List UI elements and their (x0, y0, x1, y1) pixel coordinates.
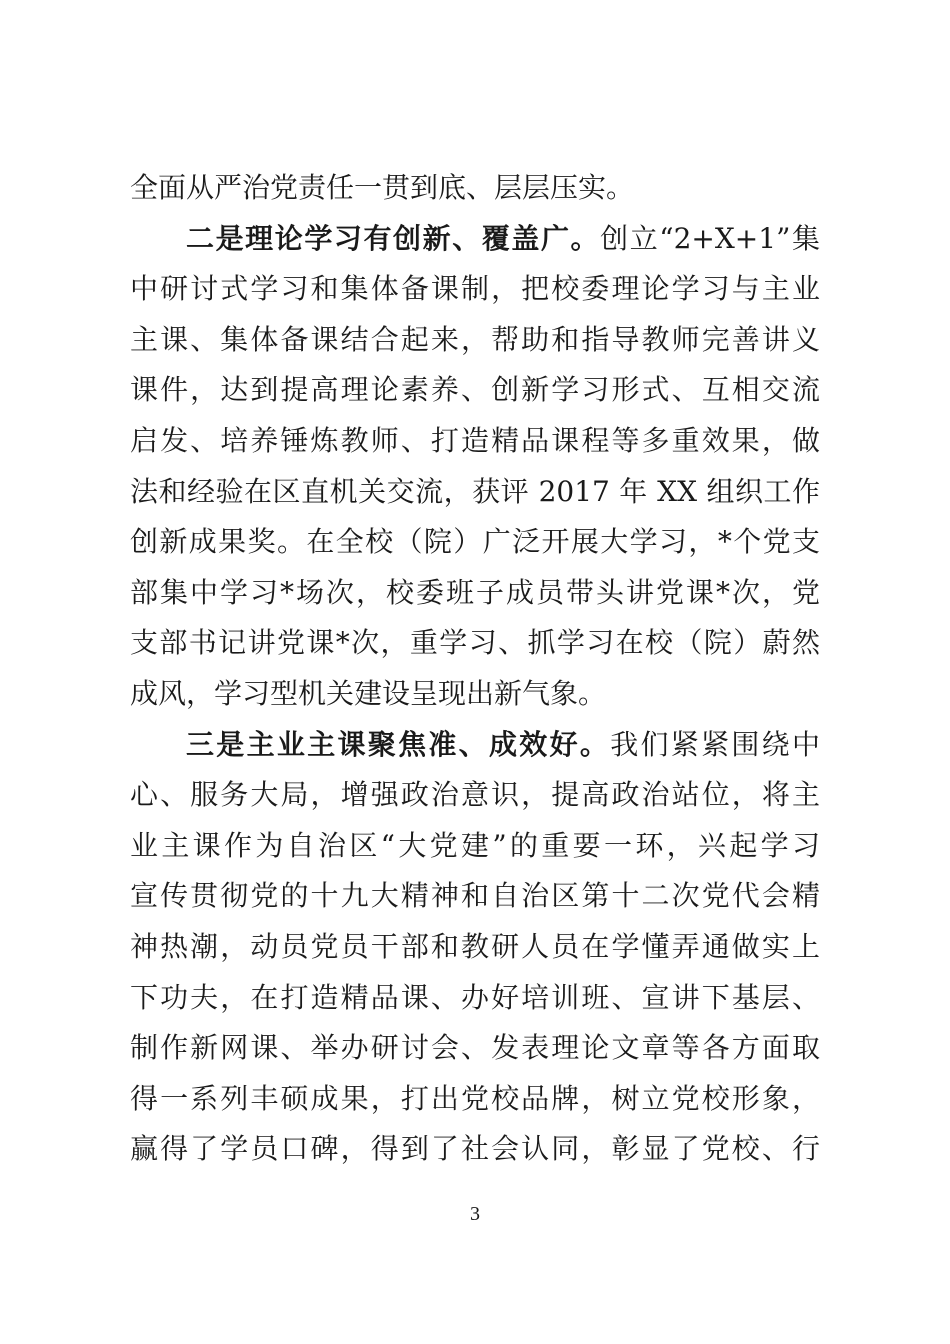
text-line: 课件，达到提高理论素养、创新学习形式、互相交流 (130, 373, 820, 407)
text-line: 主课、集体备课结合起来，帮助和指导教师完善讲义 (130, 322, 820, 356)
text-line: 支部书记讲党课*次，重学习、抓学习在校（院）蔚然 (130, 626, 820, 660)
text-line: 神热潮，动员党员干部和教研人员在学懂弄通做实上 (130, 929, 820, 963)
page-number: 3 (470, 1203, 480, 1225)
text-line: 业主课作为自治区“大党建”的重要一环，兴起学习 (130, 828, 820, 862)
text-line: 我们紧紧围绕中 (610, 727, 820, 761)
text-line: 部集中学习*场次，校委班子成员带头讲党课*次，党 (130, 575, 820, 609)
text-line: 下功夫，在打造精品课、办好培训班、宣讲下基层、 (130, 980, 820, 1014)
text-line: 全面从严治党责任一贯到底、层层压实。 (130, 171, 635, 204)
paragraph-2-first-line (130, 214, 820, 265)
text-line: 制作新网课、举办研讨会、发表理论文章等各方面取 (130, 1031, 820, 1065)
text-line: 创新成果奖。在全校（院）广泛开展大学习，*个党支 (130, 525, 820, 559)
text-line: 中研讨式学习和集体备课制，把校委理论学习与主业 (130, 272, 820, 306)
text-line: 赢得了学员口碑，得到了社会认同，彰显了党校、行 (130, 1132, 820, 1166)
text-line: 成风，学习型机关建设呈现出新气象。 (130, 676, 607, 710)
text-line: 启发、培养锤炼教师、打造精品课程等多重效果，做 (130, 423, 820, 457)
text-line: 心、服务大局，增强政治意识，提高政治站位，将主 (130, 778, 820, 812)
document-body (130, 163, 820, 1175)
text-line: 创立“2+X+1”集 (600, 221, 820, 255)
paragraph-3-first-line (130, 720, 820, 771)
text-line: 得一系列丰硕成果，打出党校品牌，树立党校形象， (130, 1081, 820, 1115)
text-line: 法和经验在区直机关交流，获评 2017 年 XX 组织工作 (130, 474, 820, 508)
text-line: 宣传贯彻党的十九大精神和自治区第十二次党代会精 (130, 879, 820, 913)
paragraph-lead-heading: 二是理论学习有创新、覆盖广。 (186, 221, 601, 255)
paragraph-lead-heading: 三是主业主课聚焦准、成效好。 (186, 727, 611, 761)
